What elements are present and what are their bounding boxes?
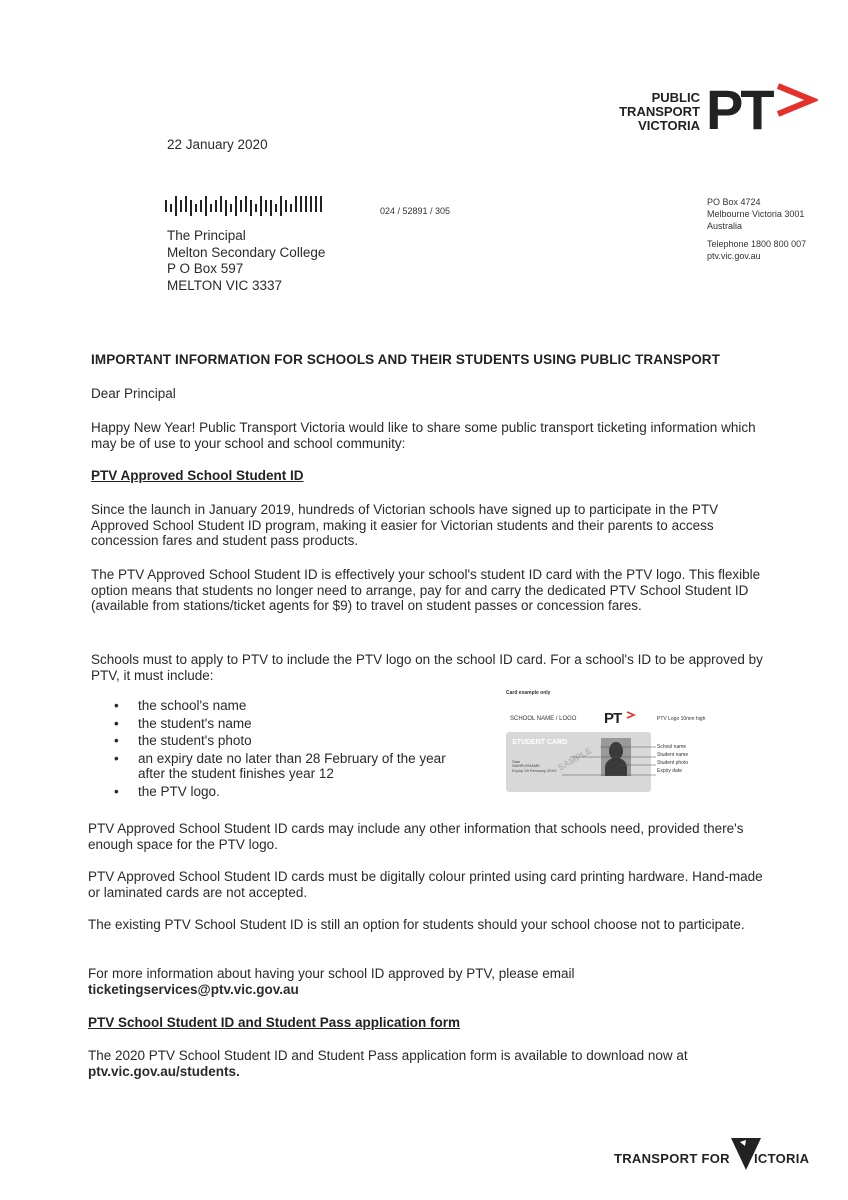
callout-student-photo: Student photo: [657, 760, 689, 766]
card-name-label: Sam: [512, 759, 521, 764]
contact-email-link[interactable]: ticketingservices@ptv.vic.gov.au: [88, 982, 299, 997]
sender-line-3: Australia: [707, 221, 743, 231]
letter-date: 22 January 2020: [167, 137, 268, 152]
intro-paragraph: Happy New Year! Public Transport Victoria would like to share some public transport ticketing information which may be of use to your school and school community:: [91, 420, 756, 451]
card-callout-lines: [560, 745, 656, 785]
reference-number: 024 / 52891 / 305: [380, 206, 451, 216]
section1-paragraph-1: Since the launch in January 2019, hundreds of Victorian schools have signed up to participate in the PTV Approved School Student ID program, making it easier for Victorian students and their parents to access concession fares and student pass products.: [91, 502, 719, 548]
card-title: STUDENT CARD: [512, 739, 568, 746]
postal-barcode: [165, 196, 327, 216]
sender-line-1: PO Box 4724: [707, 197, 761, 207]
card-callouts: [657, 743, 688, 775]
section1-paragraph-5: PTV Approved School Student ID cards must be digitally colour printed using card printing hardware. Hand-made or laminated cards are not accepted.: [88, 869, 763, 900]
sender-line-2: Melbourne Victoria 3001: [707, 209, 805, 219]
sender-line-5: ptv.vic.gov.au: [707, 251, 761, 261]
section-heading-application-form: PTV School Student ID and Student Pass application form: [88, 1015, 461, 1030]
tfv-text-right: ICTORIA: [754, 1151, 810, 1166]
students-link[interactable]: ptv.vic.gov.au/students.: [88, 1064, 240, 1079]
section-heading-approved-id: PTV Approved School Student ID: [91, 468, 304, 483]
letter-title: IMPORTANT INFORMATION FOR SCHOOLS AND THEIR STUDENTS USING PUBLIC TRANSPORT: [91, 352, 720, 367]
callout-student-name: Student name: [657, 752, 689, 758]
card-ptv-letters: PT: [604, 710, 622, 727]
card-name: SAMPLENAME: [512, 763, 540, 768]
logo-line-3: VICTORIA: [638, 118, 700, 133]
section1-paragraph-4: PTV Approved School Student ID cards may include any other information that schools need, provided there's enough space for the PTV logo.: [88, 821, 744, 852]
list-item: • the student's photo: [114, 733, 474, 749]
requirements-list: [114, 698, 474, 801]
greeting: Dear Principal: [91, 386, 176, 401]
section1-paragraph-7: For more information about having your school ID approved by PTV, please email: [88, 966, 575, 981]
ptv-logo-words: [608, 91, 700, 133]
recipient-address: [167, 228, 325, 294]
sender-line-4: Telephone 1800 800 007: [707, 239, 807, 249]
logo-line-2: TRANSPORT: [619, 104, 700, 119]
list-item: • the PTV logo.: [114, 784, 474, 800]
card-logo-note: PTV Logo 10mm high: [657, 716, 706, 722]
card-school-label: SCHOOL NAME / LOGO: [510, 716, 577, 722]
sender-address: [707, 196, 806, 262]
card-expiry: Expiry 28 February 20XX: [512, 768, 557, 773]
card-ptv-mark: [604, 710, 636, 728]
transport-for-victoria-logo: [614, 1138, 814, 1168]
section1-paragraph-3: Schools must to apply to PTV to include the PTV logo on the school ID card. For a school's ID to be approved by PTV, it must include:: [91, 652, 763, 683]
ptv-logo-mark: PT: [706, 78, 772, 141]
section1-paragraph-6: The existing PTV School Student ID is still an option for students should your school choose not to participate.: [88, 917, 745, 932]
callout-expiry-date: Expiry date: [657, 768, 683, 774]
ptv-arrow-icon: [774, 80, 818, 120]
recipient-line-3: P O Box 597: [167, 261, 244, 276]
card-sample-stamp: SAMPLE: [556, 745, 594, 773]
ptv-logo: [608, 80, 820, 140]
section2-paragraph-1: The 2020 PTV School Student ID and Student Pass application form is available to download now at: [88, 1048, 688, 1063]
logo-line-1: PUBLIC: [651, 90, 700, 105]
callout-school-name: School name: [657, 744, 687, 750]
recipient-line-1: The Principal: [167, 228, 246, 243]
recipient-line-4: MELTON VIC 3337: [167, 277, 283, 293]
tfv-text-left: TRANSPORT FOR: [614, 1151, 730, 1166]
card-example-caption: Card example only: [506, 690, 551, 696]
recipient-line-2: Melton Secondary College: [167, 244, 326, 260]
card-ptv-arrow-icon: [626, 710, 636, 720]
list-item: • the student's name: [114, 716, 474, 732]
list-item: • an expiry date no later than 28 February of the year after the student finishes year 12: [114, 751, 474, 782]
section1-paragraph-2: The PTV Approved School Student ID is effectively your school's student ID card with the PTV logo. This flexible option means that students no longer need to arrange, pay for and carry the dedicated PTV School Student ID (available from stations/ticket agents for $9) to travel on student passes or concession fares.: [91, 567, 761, 613]
list-item: • the school's name: [114, 698, 474, 714]
